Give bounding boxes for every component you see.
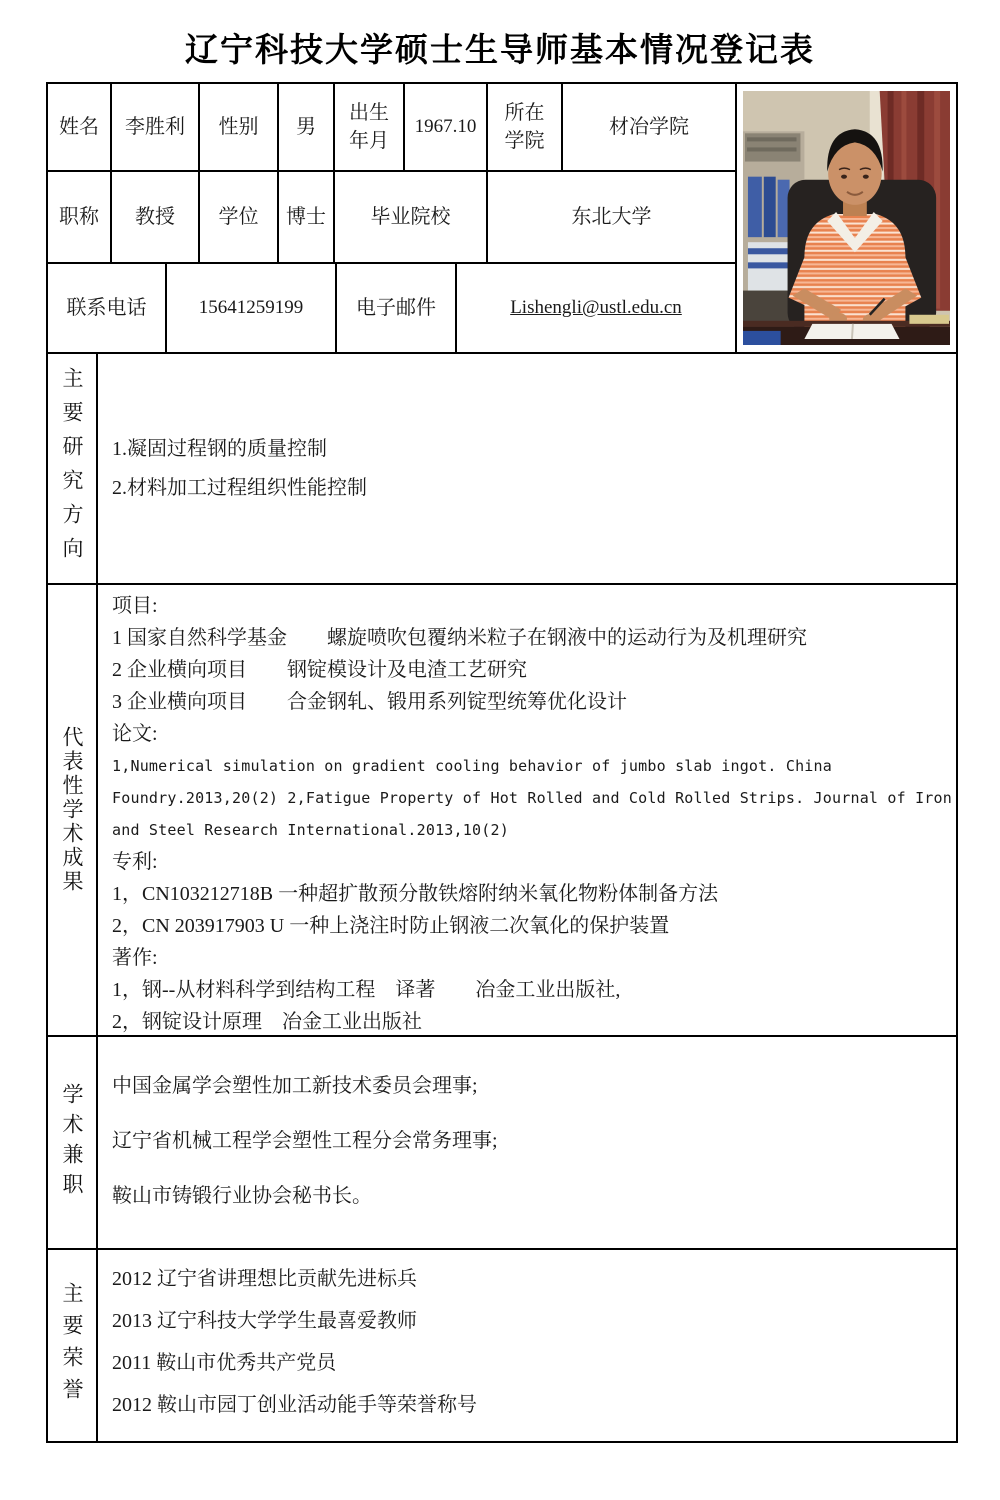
table-row: [48, 264, 735, 352]
position-line: 辽宁省机械工程学会塑性工程分会常务理事;: [112, 1130, 498, 1152]
achievement-line: 论文:: [112, 723, 158, 745]
research-section: [48, 354, 956, 585]
research-label: 主要研究方向: [48, 354, 98, 583]
phone-label: 联系电话: [48, 264, 167, 352]
research-content: [98, 354, 956, 583]
positions-label: 学术兼职: [48, 1037, 98, 1248]
form-title: 辽宁科技大学硕士生导师基本情况登记表: [185, 31, 815, 68]
honor-line: 2011 鞍山市优秀共产党员: [112, 1352, 337, 1374]
achievement-line: 专利:: [112, 851, 158, 873]
email-cell: [457, 264, 735, 352]
honors-label: 主要荣誉: [48, 1250, 98, 1441]
achievement-line: 1 国家自然科学基金 螺旋喷吹包覆纳米粒子在钢液中的运动行为及机理研究: [112, 627, 807, 649]
email-link[interactable]: Lishengli@ustl.edu.cn: [510, 297, 682, 318]
prof-title-label: 职称: [48, 172, 112, 262]
gender-value: 男: [279, 84, 335, 170]
achievements-section: [48, 585, 956, 1037]
college-value: 材冶学院: [609, 116, 689, 138]
achievement-line: 2，CN 203917903 U 一种上浇注时防止钢液二次氧化的保护装置: [112, 915, 670, 937]
basic-info-section: [48, 84, 956, 354]
achievements-content: [98, 585, 956, 1035]
alma-label: 毕业院校: [335, 172, 488, 262]
achievement-line: Foundry.2013,20(2) 2,Fatigue Property of Hot Rolled and Cold Rolled Strips. Journal of Iron: [112, 789, 952, 807]
honors-section: [48, 1250, 956, 1441]
achievement-line: 1，CN103212718B 一种超扩散预分散铁熔附纳米氧化物粉体制备方法: [112, 883, 719, 905]
research-line: 2.材料加工过程组织性能控制: [112, 476, 367, 499]
achievement-line: and Steel Research International.2013,10(2): [112, 821, 509, 839]
honors-content: [98, 1250, 956, 1441]
table-row: [48, 172, 735, 264]
birth-label: 出生年月: [335, 84, 405, 170]
achievement-line: 2 企业横向项目 钢锭模设计及电渣工艺研究: [112, 659, 527, 681]
honor-line: 2012 辽宁省讲理想比贡献先进标兵: [112, 1268, 417, 1290]
alma-value: 东北大学: [571, 206, 652, 228]
achievement-line: 项目:: [112, 595, 158, 617]
positions-content: [98, 1037, 956, 1248]
name-label: 姓名: [48, 84, 112, 170]
email-label: 电子邮件: [337, 264, 457, 352]
honor-line: 2013 辽宁科技大学学生最喜爱教师: [112, 1310, 417, 1332]
registration-table: [46, 82, 958, 1443]
achievement-line: 1,Numerical simulation on gradient cooling behavior of jumbo slab ingot. China: [112, 757, 832, 775]
position-line: 中国金属学会塑性加工新技术委员会理事;: [112, 1075, 478, 1097]
phone-value: 15641259199: [167, 264, 337, 352]
gender-label: 性别: [200, 84, 279, 170]
photo-cell: [737, 84, 956, 352]
positions-section: [48, 1037, 956, 1250]
achievements-label: 代表性学术成果: [48, 585, 98, 1035]
degree-label: 学位: [200, 172, 279, 262]
position-line: 鞍山市铸锻行业协会秘书长。: [112, 1185, 372, 1207]
degree-value: 博士: [279, 172, 335, 262]
prof-title-value: 教授: [112, 172, 200, 262]
achievement-line: 3 企业横向项目 合金钢轧、锻用系列锭型统筹优化设计: [112, 691, 627, 713]
table-row: [48, 84, 735, 172]
name-value: 李胜利: [112, 84, 200, 170]
achievement-line: 著作:: [112, 947, 158, 969]
research-line: 1.凝固过程钢的质量控制: [112, 437, 327, 460]
supervisor-photo: [743, 91, 950, 345]
honor-line: 2012 鞍山市园丁创业活动能手等荣誉称号: [112, 1394, 477, 1416]
birth-value: 1967.10: [405, 84, 488, 170]
achievement-line: 2，钢锭设计原理 冶金工业出版社: [112, 1011, 422, 1033]
basic-info-grid: [48, 84, 737, 352]
achievement-line: 1，钢--从材料科学到结构工程 译著 冶金工业出版社,: [112, 979, 621, 1001]
college-label: 所在学院: [488, 84, 563, 170]
